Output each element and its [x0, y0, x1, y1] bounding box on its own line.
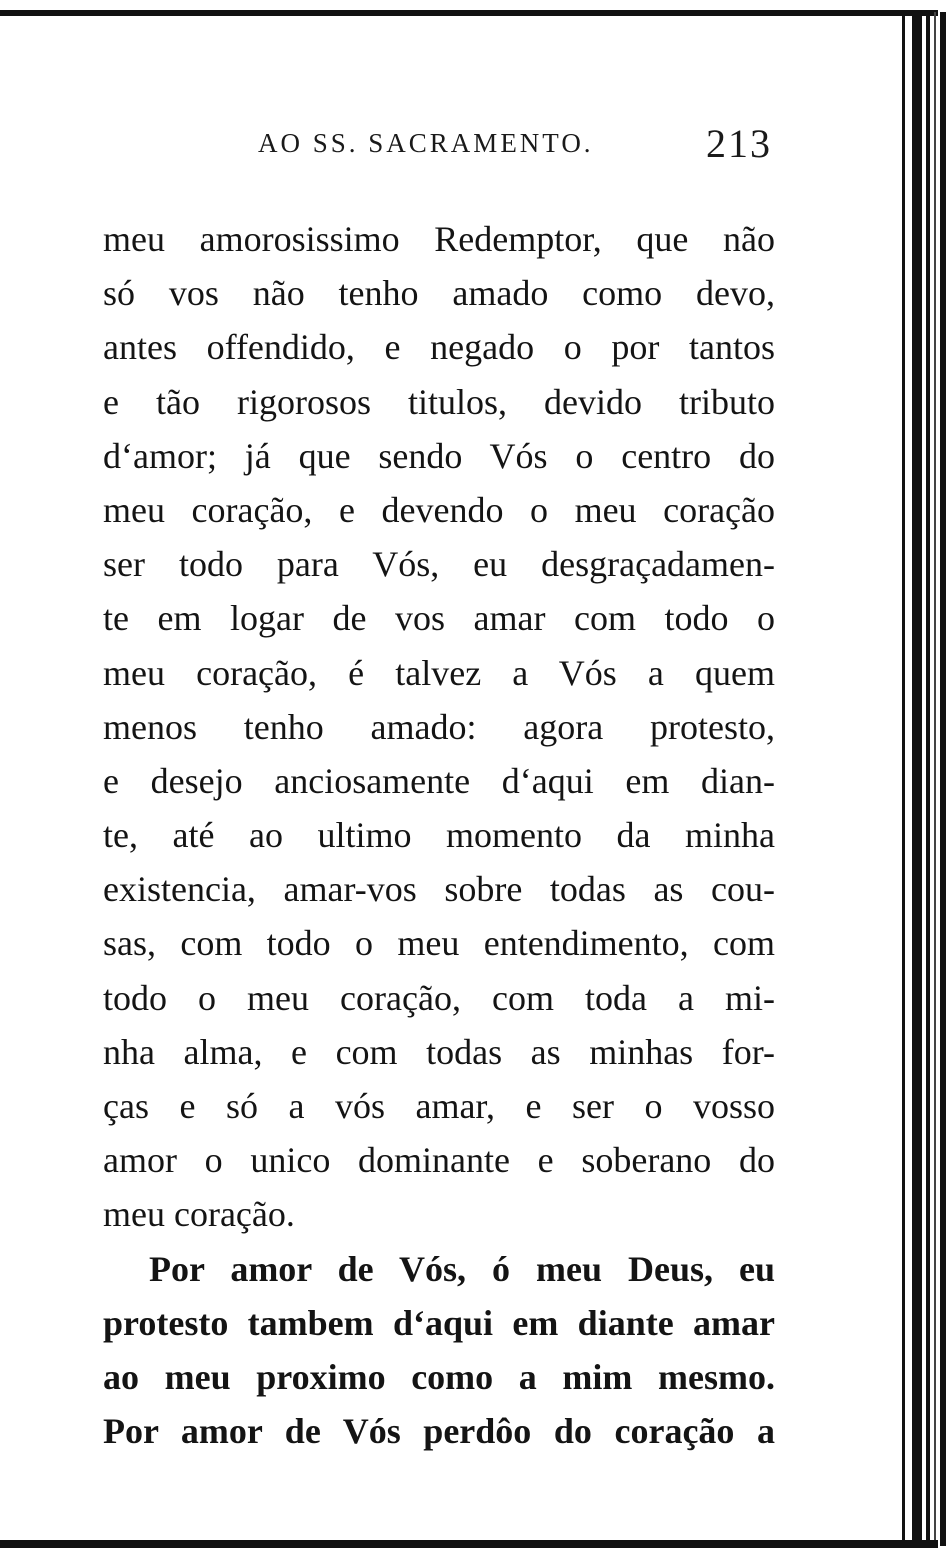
spine-line	[912, 12, 922, 1546]
spine-line	[934, 12, 936, 1546]
running-title: AO SS. SACRAMENTO.	[258, 128, 594, 158]
text-line: ças e só a vós amar, e ser o vosso	[103, 1086, 775, 1126]
paragraph	[103, 1242, 775, 1459]
text-line: só vos não tenho amado como devo,	[103, 273, 775, 314]
text-line: ser todo para Vós, eu desgraçadamen-	[103, 544, 775, 585]
text-line: te, até ao ultimo momento da minha	[103, 815, 775, 856]
text-line: meu amorosissimo Redemptor, que não	[103, 219, 775, 259]
text-line: sas, com todo o meu entendimento, com	[103, 923, 775, 964]
text-line: e desejo anciosamente d‘aqui em dian-	[103, 760, 775, 801]
text-line: Por amor de Vós, ó meu Deus, eu	[149, 1248, 775, 1289]
spine-line	[902, 12, 905, 1546]
text-line: e tão rigorosos titulos, devido tributo	[103, 381, 775, 422]
text-line: existencia, amar-vos sobre todas as cou-	[103, 869, 775, 910]
text-line: menos tenho amado: agora protesto,	[103, 706, 775, 747]
text-line: meu coração, e devendo o meu coração	[103, 489, 775, 530]
text-line: Por amor de Vós perdôo do coração a	[103, 1411, 775, 1452]
text-line: meu coração.	[103, 1194, 295, 1235]
text-line: meu coração, é talvez a Vós a quem	[103, 652, 775, 693]
text-line: ao meu proximo como a mim mesmo.	[103, 1356, 775, 1397]
page-number: 213	[706, 121, 772, 166]
top-edge-rule	[0, 10, 938, 16]
spine-line	[926, 12, 930, 1546]
bottom-edge-rule	[0, 1540, 938, 1548]
text-line: protesto tambem d‘aqui em diante amar	[103, 1302, 775, 1343]
text-line: amor o unico dominante e soberano do	[103, 1140, 775, 1181]
spine-line	[940, 12, 946, 1546]
text-line: te em logar de vos amar com todo o	[103, 598, 775, 639]
text-line: antes offendido, e negado o por tantos	[103, 327, 775, 368]
text-line: todo o meu coração, com toda a mi-	[103, 977, 775, 1018]
body-text	[103, 212, 775, 1458]
text-line: d‘amor; já que sendo Vós o centro do	[103, 435, 775, 476]
paragraph	[103, 212, 775, 1242]
text-line: nha alma, e com todas as minhas for-	[103, 1031, 775, 1072]
